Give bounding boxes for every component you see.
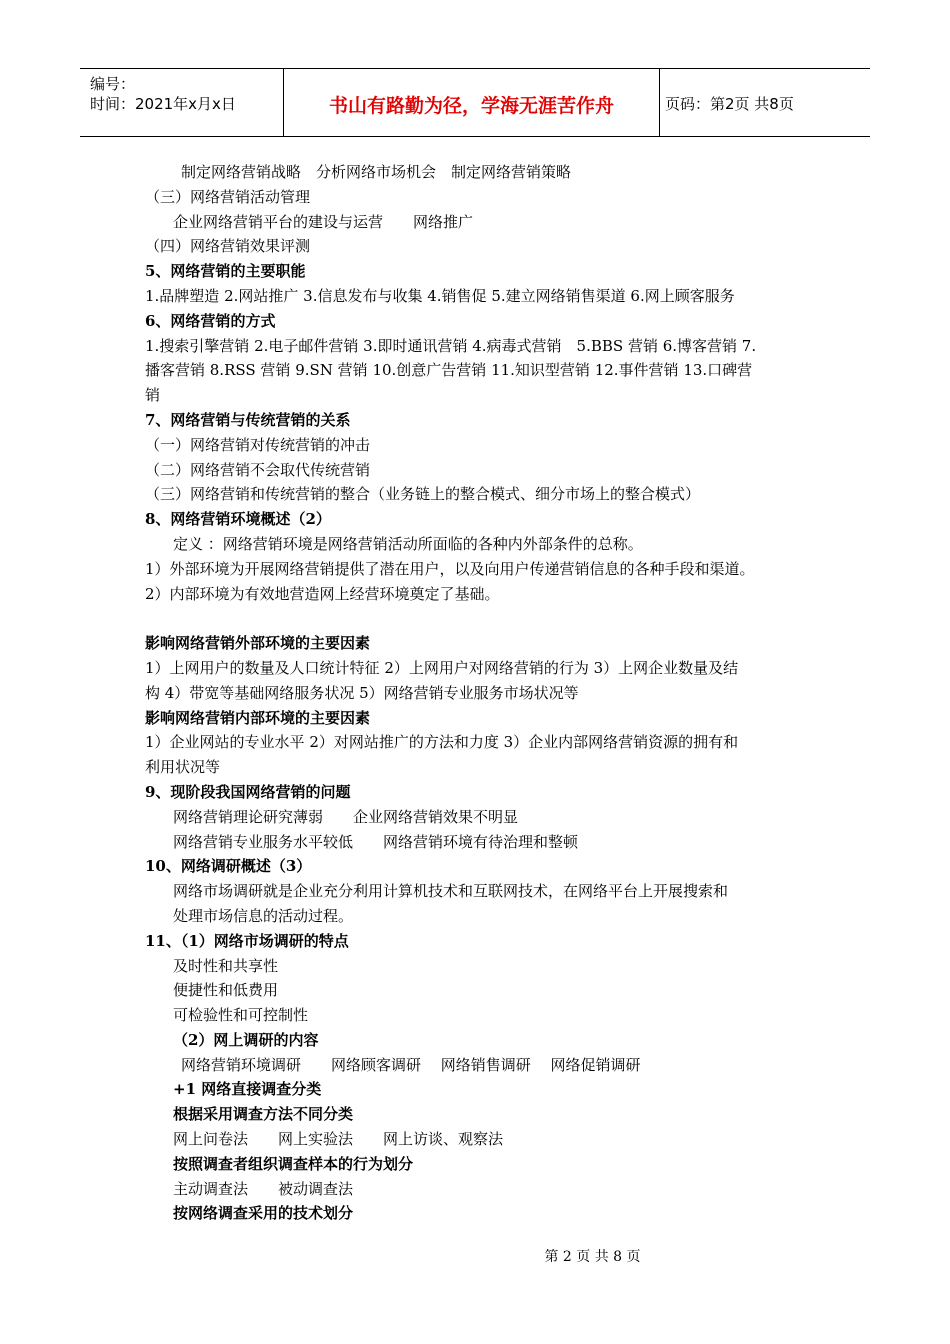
subheading: 按照调查者组织调查样本的行为划分	[173, 1154, 414, 1173]
page-footer: 第 2 页 共 8 页	[544, 1249, 641, 1265]
page-number-label: 页码：第2页 共8页	[665, 95, 794, 113]
text-line: 1）企业网站的专业水平 2）对网站推广的方法和力度 3）企业内部网络营销资源的拥有和	[145, 733, 739, 752]
section-heading: 影响网络营销外部环境的主要因素	[145, 634, 371, 653]
subheading: 按网络调查采用的技术划分	[173, 1204, 354, 1223]
text-line: 网络营销环境调研 网络顾客调研 网络销售调研 网络促销调研	[181, 1055, 641, 1074]
list-item: 便捷性和低费用	[173, 981, 279, 1000]
motto: 书山有路勤为径，学海无涯苦作舟	[328, 95, 614, 117]
subheading: （三）网络营销和传统营销的整合（业务链上的整合模式、细分市场上的整合模式）	[145, 485, 701, 504]
number-label: 编号：	[90, 75, 136, 93]
text-line: 主动调查法 被动调查法	[173, 1179, 354, 1198]
text-line: 网络市场调研就是企业充分利用计算机技术和互联网技术，在网络平台上开展搜索和	[173, 882, 729, 901]
text-line: 2）内部环境为有效地营造网上经营环境奠定了基础。	[145, 584, 500, 603]
section-heading: 10、网络调研概述（3）	[145, 857, 312, 876]
text-line: 1.品牌塑造 2.网站推广 3.信息发布与收集 4.销售促 5.建立网络销售渠道 6.网上顾客服务	[145, 286, 735, 305]
time-label: 时间：2021年x月x日	[90, 95, 236, 113]
subheading: （一）网络营销对传统营销的冲击	[145, 435, 371, 454]
header-motto-cell	[284, 69, 660, 136]
text-line: 1.搜索引擎营销 2.电子邮件营销 3.即时通讯营销 4.病毒式营销 5.BBS 营销 6.博客营销 7.	[145, 336, 757, 355]
section-heading: 6、网络营销的方式	[145, 311, 276, 330]
text-line: 利用状况等	[145, 758, 221, 777]
section-heading: 7、网络营销与传统营销的关系	[145, 410, 351, 429]
page-header	[80, 68, 870, 137]
subheading: （2）网上调研的内容	[173, 1030, 319, 1049]
blank-line	[145, 606, 825, 631]
text-line: 网上问卷法 网上实验法 网上访谈、观察法	[173, 1130, 504, 1149]
text-line: 定义 ：网络营销环境是网络营销活动所面临的各种内外部条件的总称。	[173, 534, 643, 553]
section-heading: 影响网络营销内部环境的主要因素	[145, 708, 371, 727]
text-line: 网络营销理论研究薄弱 企业网络营销效果不明显	[173, 807, 519, 826]
subheading: （三）网络营销活动管理	[145, 187, 311, 206]
subheading: +1 网络直接调查分类	[173, 1080, 322, 1099]
text-line: 企业网络营销平台的建设与运营 网络推广	[173, 212, 474, 231]
text-line: 构 4）带宽等基础网络服务状况 5）网络营销专业服务市场状况等	[145, 683, 579, 702]
subheading: （四）网络营销效果评测	[145, 237, 311, 256]
text-line: 播客营销 8.RSS 营销 9.SN 营销 10.创意广告营销 11.知识型营销 12.事件营销 13.口碑营	[145, 361, 753, 380]
text-line: 1）上网用户的数量及人口统计特征 2）上网用户对网络营销的行为 3）上网企业数量及结	[145, 658, 739, 677]
section-heading: 11、（1）网络市场调研的特点	[145, 931, 349, 950]
text-line: 销	[145, 386, 161, 405]
text-line: 处理市场信息的活动过程。	[173, 906, 354, 925]
list-item: 可检验性和可控制性	[173, 1006, 309, 1025]
section-heading: 8、网络营销环境概述（2）	[145, 510, 331, 529]
section-heading: 5、网络营销的主要职能	[145, 262, 306, 281]
subheading: 根据采用调查方法不同分类	[173, 1105, 354, 1124]
header-meta	[80, 69, 284, 136]
list-item: 及时性和共享性	[173, 956, 279, 975]
section-heading: 9、现阶段我国网络营销的问题	[145, 782, 351, 801]
text-line: 网络营销专业服务水平较低 网络营销环境有待治理和整顿	[173, 832, 579, 851]
document-body	[145, 160, 825, 1226]
subheading: （二）网络营销不会取代传统营销	[145, 460, 371, 479]
text-line: 1）外部环境为开展网络营销提供了潜在用户，以及向用户传递营销信息的各种手段和渠道。	[145, 559, 755, 578]
text-line: 制定网络营销战略 分析网络市场机会 制定网络营销策略	[181, 163, 572, 181]
